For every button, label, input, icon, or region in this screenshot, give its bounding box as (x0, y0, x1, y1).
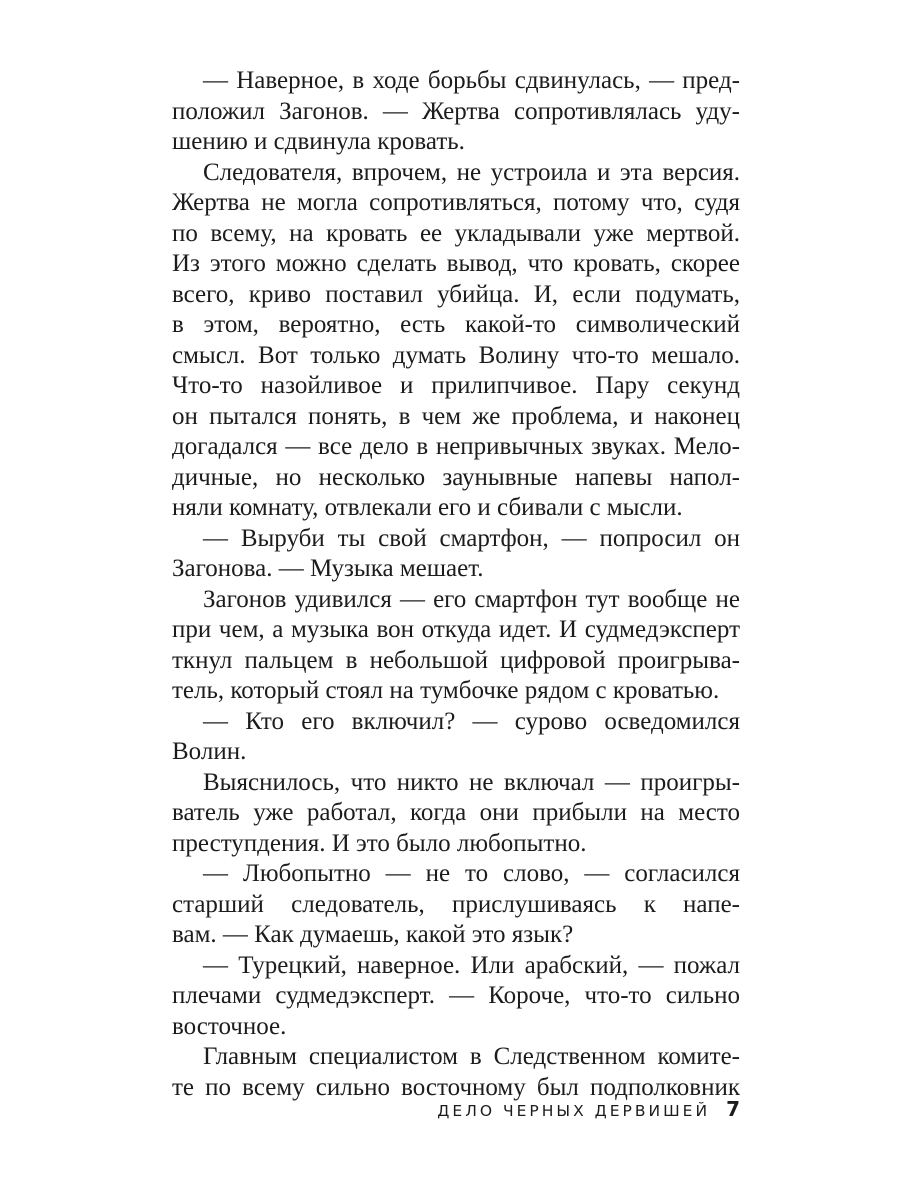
text-line: преступдения. И это было любопытно. (172, 829, 587, 857)
text-line: Из этого можно сделать вывод, что кровать, скорее (172, 250, 740, 277)
text-line: старший следователь, прислушиваясь к напе- (172, 890, 740, 918)
paragraph (172, 768, 740, 860)
text-line: Что-то назойливое и прилипчивое. Пару секунд (172, 372, 740, 399)
text-line: тель, который стоял на тумбочке рядом с кроватью. (172, 677, 720, 704)
text-line: дичные, но несколько заунывные напевы напол- (172, 463, 740, 491)
text-line: шению и сдвинула кровать. (172, 128, 465, 155)
text-line: плечами судмедэксперт. — Короче, что-то сильно (172, 982, 740, 1009)
text-line: при чем, а музыка вон откуда идет. И судмедэксперт (172, 616, 740, 643)
running-title: ДЕЛО ЧЕРНЫХ ДЕРВИШЕЙ (437, 1102, 711, 1120)
text-line: ватель уже работал, когда они прибыли на место (172, 799, 740, 826)
paragraph (172, 707, 740, 768)
text-line: по всему, на кровать ее укладывали уже мертвой. (172, 219, 740, 247)
text-line: Загонова. — Музыка мешает. (172, 555, 484, 582)
text-line: Жертва не могла сопротивляться, потому что, судя (172, 189, 740, 216)
text-line: всего, криво поставил убийца. И, если подумать, (172, 280, 740, 308)
paragraph (172, 859, 740, 951)
text-line: он пытался понять, в чем же проблема, и наконец (172, 402, 740, 430)
text-line: ткнул пальцем в небольшой цифровой проигрыва- (172, 646, 740, 674)
text-line: — Турецкий, наверное. Или арабский, — пожал (203, 951, 740, 979)
page-body (172, 66, 740, 1103)
paragraph (172, 66, 740, 158)
text-line: — Кто его включил? — сурово осведомился (203, 707, 740, 735)
text-line: в этом, вероятно, есть какой-то символический (172, 311, 740, 338)
paragraph (172, 158, 740, 524)
paragraph (172, 951, 740, 1043)
text-line: восточное. (172, 1012, 287, 1040)
text-line: вам. — Как думаешь, какой это язык? (172, 921, 574, 948)
text-line: няли комнату, отвлекали его и сбивали с мысли. (172, 494, 683, 521)
text-line: положил Загонов. — Жертва сопротивлялась уду- (172, 97, 740, 125)
text-line: те по всему сильно восточному был подполковник (172, 1073, 740, 1101)
text-line: — Наверное, в ходе борьбы сдвинулась, — пред- (203, 67, 740, 94)
text-line: догадался — все дело в непривычных звуках. Мело- (172, 433, 740, 460)
text-line: — Любопытно — не то слово, — согласился (203, 860, 740, 887)
page-number: 7 (726, 1097, 740, 1121)
text-line: Следователя, впрочем, не устроила и эта версия. (203, 158, 740, 186)
text-line: Главным специалистом в Следственном комите- (203, 1043, 740, 1070)
text-line: смысл. Вот только думать Волину что-то мешало. (172, 341, 740, 369)
text-line: Волин. (172, 738, 247, 765)
text-line: Выяснилось, что никто не включал — проигры- (203, 768, 740, 796)
text-line: — Выруби ты свой смартфон, — попросил он (203, 524, 740, 552)
paragraph (172, 524, 740, 585)
text-line: Загонов удивился — его смартфон тут вообще не (203, 585, 740, 613)
page-footer (437, 1094, 740, 1124)
paragraph (172, 585, 740, 707)
